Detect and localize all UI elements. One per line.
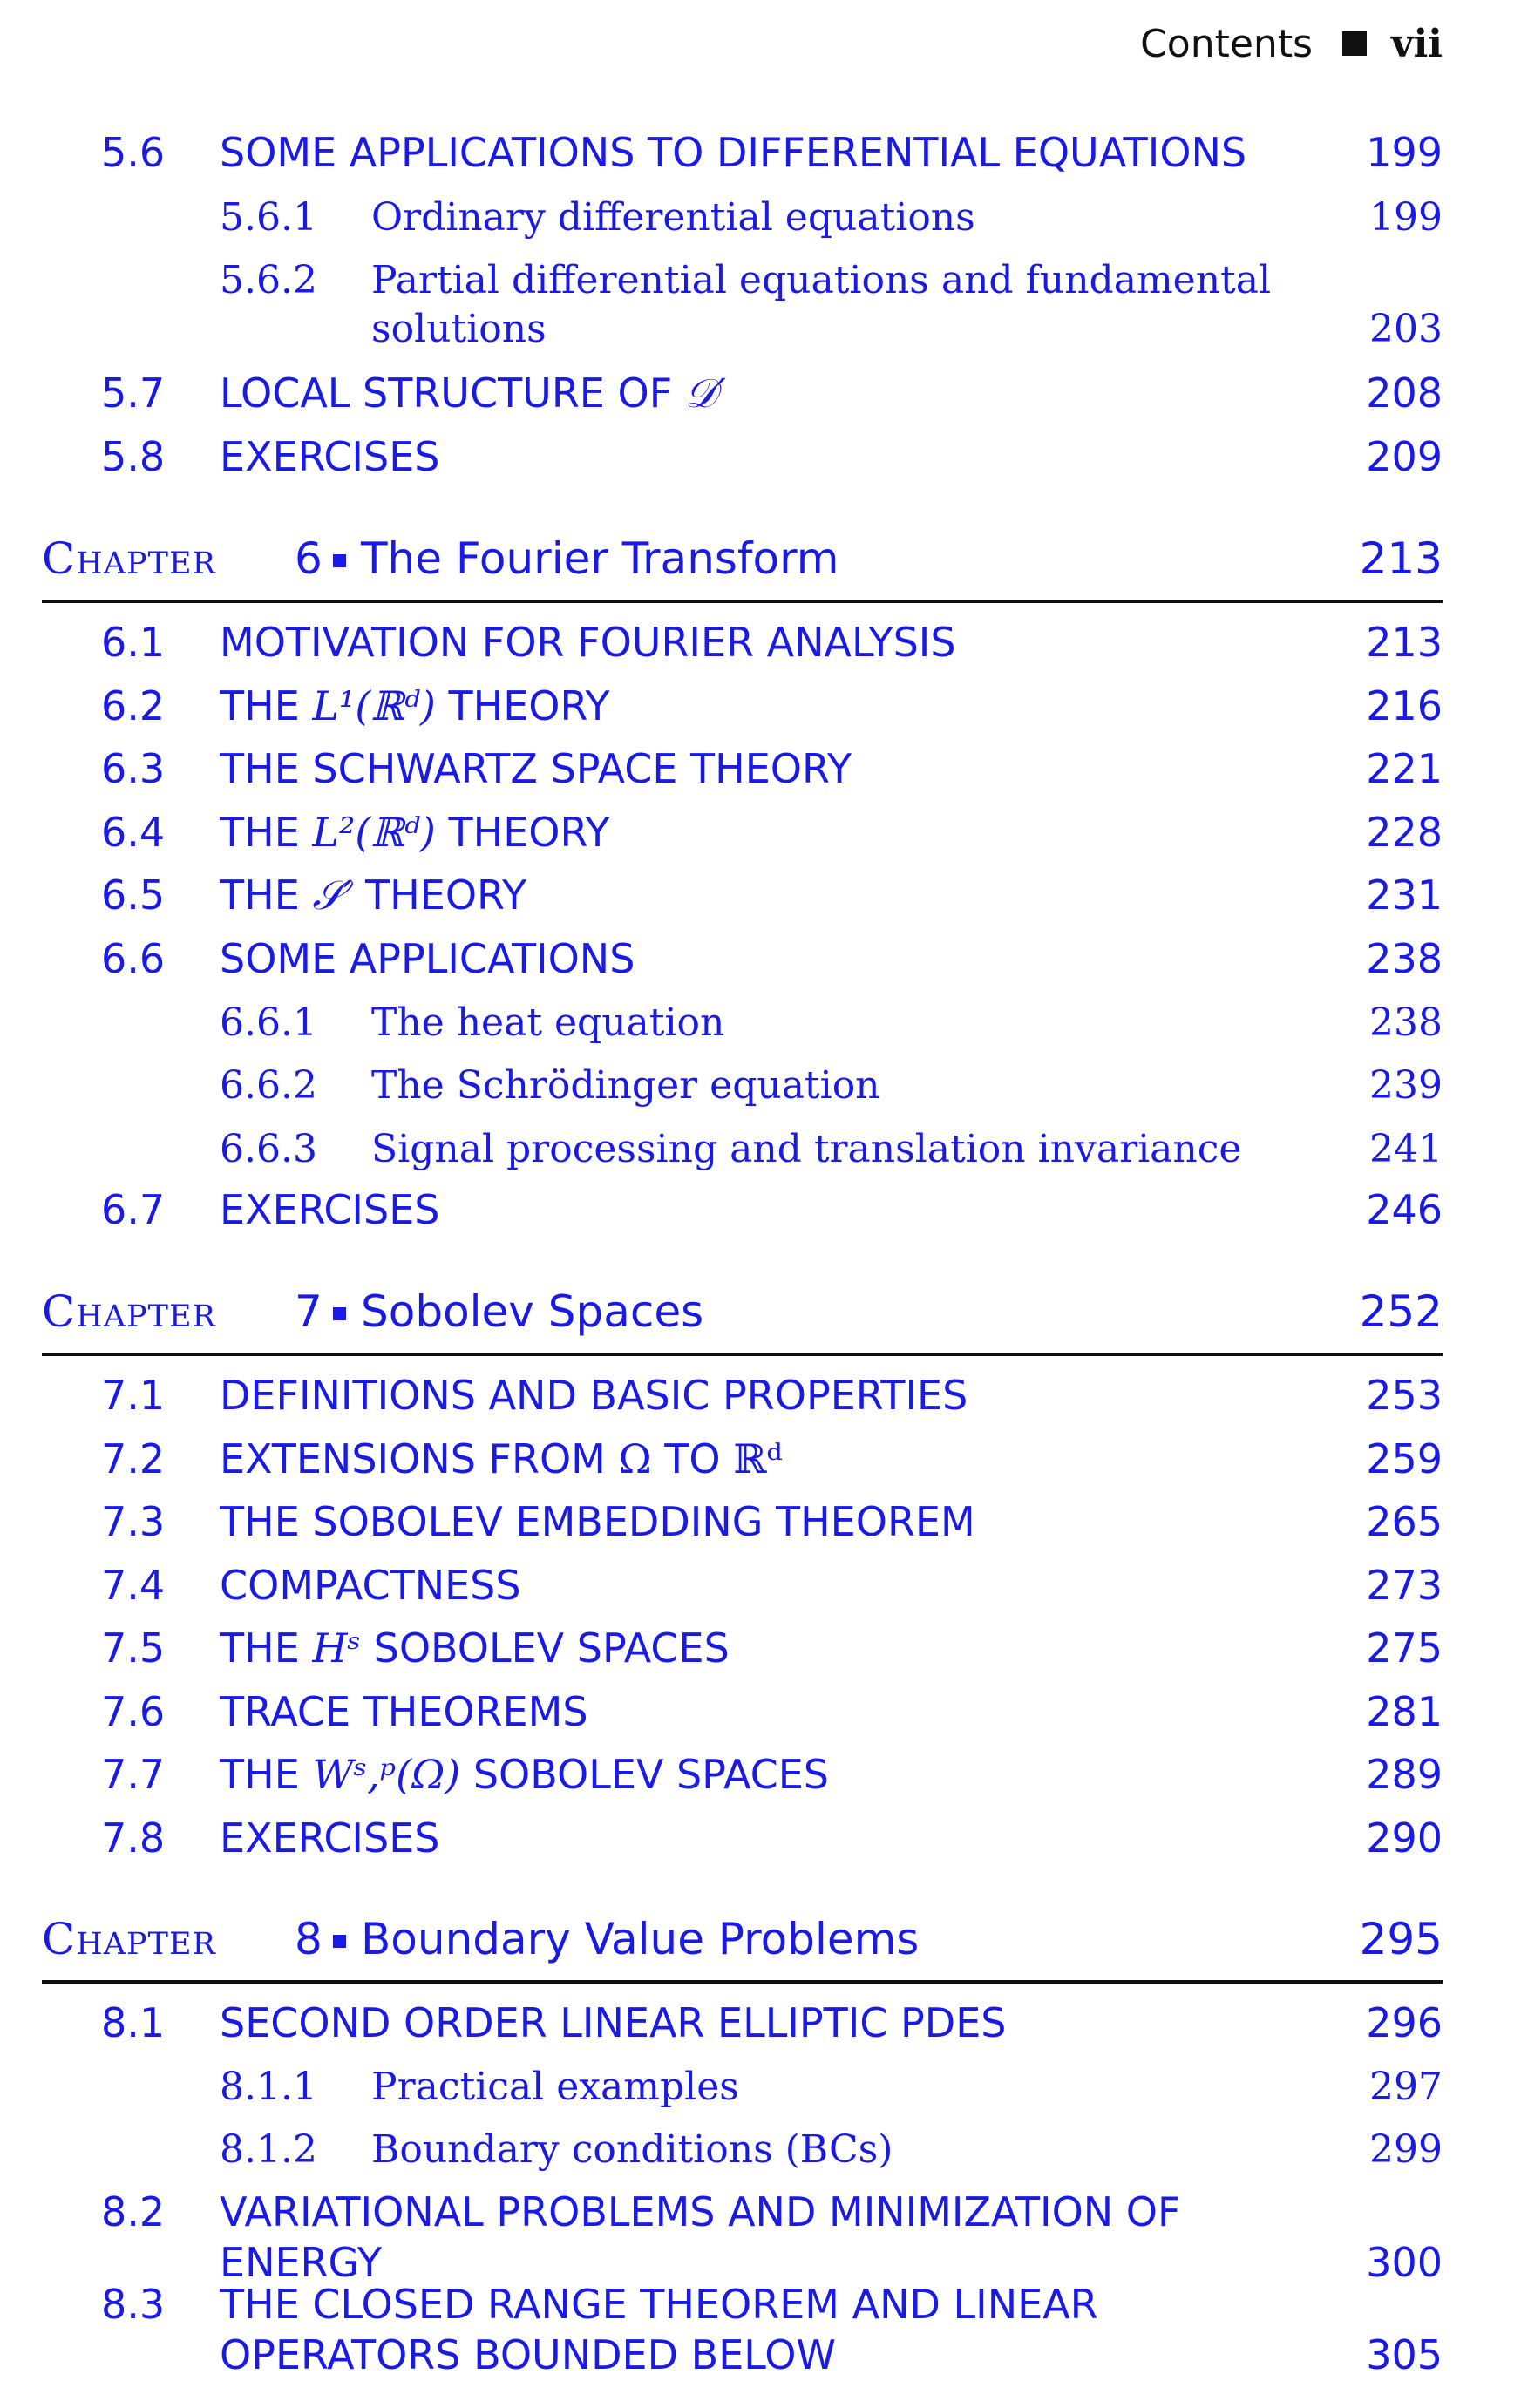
section-title: SECOND ORDER LINEAR ELLIPTIC PDES bbox=[220, 1999, 1007, 2046]
page-number: 295 bbox=[1359, 1914, 1443, 1964]
section-number: 6.7 bbox=[101, 1186, 166, 1233]
running-head-label: Contents bbox=[1140, 21, 1313, 66]
section-title bbox=[220, 1435, 783, 1482]
title-text: THE bbox=[220, 1625, 313, 1672]
page-number: 297 bbox=[1369, 2065, 1443, 2109]
section-number: 7.7 bbox=[101, 1751, 166, 1798]
page-number: 289 bbox=[1366, 1751, 1443, 1798]
section-title: EXERCISES bbox=[220, 1814, 440, 1862]
section-title: DEFINITIONS AND BASIC PROPERTIES bbox=[220, 1372, 968, 1419]
section-title-line2: OPERATORS BOUNDED BELOW bbox=[220, 2331, 836, 2378]
title-text: THE bbox=[220, 1751, 313, 1798]
math-expression: L²(ℝᵈ) bbox=[312, 809, 436, 856]
section-number: 8.1 bbox=[101, 1999, 166, 2046]
page-number: 238 bbox=[1369, 1001, 1443, 1045]
chapter-rule bbox=[42, 1980, 1443, 1984]
subsection-title: The Schrödinger equation bbox=[371, 1063, 880, 1108]
section-number: 6.1 bbox=[101, 619, 166, 666]
page-number: 231 bbox=[1366, 872, 1443, 919]
section-title: EXERCISES bbox=[220, 433, 440, 480]
math-expression: Ω bbox=[618, 1435, 652, 1482]
section-title: MOTIVATION FOR FOURIER ANALYSIS bbox=[220, 619, 956, 666]
title-text: THE bbox=[220, 872, 313, 919]
section-title: SOME APPLICATIONS TO DIFFERENTIAL EQUATIONS bbox=[220, 129, 1247, 176]
section-number: 7.2 bbox=[101, 1435, 166, 1482]
chapter-word: Chapter bbox=[42, 1286, 216, 1337]
section-title bbox=[220, 809, 610, 856]
section-number: 7.3 bbox=[101, 1498, 166, 1545]
subsection-number: 5.6.2 bbox=[220, 258, 317, 302]
running-head-square-icon bbox=[1342, 31, 1367, 56]
chapter-word: Chapter bbox=[42, 1914, 216, 1964]
chapter-bullet-icon bbox=[333, 1307, 346, 1320]
page-number: 228 bbox=[1366, 809, 1443, 856]
section-title bbox=[220, 370, 726, 418]
page-number: 290 bbox=[1366, 1814, 1443, 1862]
subsection-number: 5.6.1 bbox=[220, 195, 317, 240]
section-title: THE SOBOLEV EMBEDDING THEOREM bbox=[220, 1498, 975, 1545]
section-number: 6.3 bbox=[101, 745, 166, 792]
math-expression: 𝒮′ bbox=[312, 872, 353, 919]
title-text: THEORY bbox=[352, 872, 527, 919]
chapter-title: Boundary Value Problems bbox=[361, 1914, 920, 1964]
subsection-number: 6.6.3 bbox=[220, 1127, 317, 1171]
page-number: 199 bbox=[1369, 195, 1443, 240]
page-number: 208 bbox=[1366, 370, 1443, 417]
section-title-line1: VARIATIONAL PROBLEMS AND MINIMIZATION OF bbox=[220, 2188, 1181, 2235]
page-number: 281 bbox=[1366, 1688, 1443, 1735]
title-text: SOBOLEV SPACES bbox=[361, 1625, 730, 1672]
subsection-number: 8.1.1 bbox=[220, 2065, 317, 2109]
section-number: 6.2 bbox=[101, 682, 166, 729]
section-title: COMPACTNESS bbox=[220, 1562, 521, 1609]
section-number: 8.3 bbox=[101, 2281, 166, 2328]
page-number: 246 bbox=[1366, 1186, 1443, 1233]
page-number: 252 bbox=[1359, 1286, 1443, 1337]
section-number: 6.6 bbox=[101, 935, 166, 982]
page-number: 221 bbox=[1366, 745, 1443, 792]
subsection-title: Signal processing and translation invariance bbox=[371, 1127, 1242, 1171]
page-number: 209 bbox=[1366, 433, 1443, 480]
section-title-line2: ENERGY bbox=[220, 2239, 382, 2286]
subsection-title: Ordinary differential equations bbox=[371, 195, 975, 240]
section-number: 7.6 bbox=[101, 1688, 166, 1735]
title-text: TO bbox=[651, 1435, 734, 1482]
page-number: 238 bbox=[1366, 935, 1443, 982]
chapter-word: Chapter bbox=[42, 533, 216, 584]
section-title: TRACE THEOREMS bbox=[220, 1688, 588, 1735]
title-text: SOBOLEV SPACES bbox=[460, 1751, 830, 1798]
page-number: 213 bbox=[1359, 533, 1443, 584]
title-text: THEORY bbox=[435, 809, 610, 856]
chapter-rule bbox=[42, 600, 1443, 603]
section-title bbox=[220, 1625, 730, 1672]
subsection-title-line2: solutions bbox=[371, 307, 547, 351]
section-title: SOME APPLICATIONS bbox=[220, 935, 635, 982]
subsection-number: 6.6.2 bbox=[220, 1063, 317, 1108]
subsection-number: 8.1.2 bbox=[220, 2127, 317, 2172]
page-number: 299 bbox=[1369, 2127, 1443, 2172]
section-number: 5.7 bbox=[101, 370, 166, 417]
page-number: 213 bbox=[1366, 619, 1443, 666]
title-text: THEORY bbox=[435, 682, 610, 729]
section-number: 7.5 bbox=[101, 1625, 166, 1672]
section-title bbox=[220, 872, 526, 920]
section-title: THE SCHWARTZ SPACE THEORY bbox=[220, 745, 852, 792]
section-number: 6.4 bbox=[101, 809, 166, 856]
section-number: 8.2 bbox=[101, 2188, 166, 2235]
title-text: THE bbox=[220, 809, 313, 856]
page-number: 259 bbox=[1366, 1435, 1443, 1482]
page-number: 203 bbox=[1369, 307, 1443, 351]
chapter-bullet-icon bbox=[333, 554, 346, 567]
page-number: 296 bbox=[1366, 1999, 1443, 2046]
chapter-number: 6 bbox=[295, 533, 323, 584]
subsection-title: The heat equation bbox=[371, 1001, 725, 1045]
math-expression: L¹(ℝᵈ) bbox=[312, 682, 436, 729]
page-number: 273 bbox=[1366, 1562, 1443, 1609]
title-text: THE bbox=[220, 682, 313, 729]
chapter-rule bbox=[42, 1353, 1443, 1356]
page-number: 239 bbox=[1369, 1063, 1443, 1108]
math-expression: Hˢ bbox=[312, 1625, 361, 1672]
page-number: 265 bbox=[1366, 1498, 1443, 1545]
section-title: EXERCISES bbox=[220, 1186, 440, 1233]
page-number: 300 bbox=[1366, 2239, 1443, 2286]
section-title-line1: THE CLOSED RANGE THEOREM AND LINEAR bbox=[220, 2281, 1098, 2328]
math-expression: ℝᵈ bbox=[733, 1435, 783, 1482]
page-number: 241 bbox=[1369, 1127, 1443, 1171]
page-number: 216 bbox=[1366, 682, 1443, 729]
running-head bbox=[1140, 19, 1443, 68]
page-number: 199 bbox=[1366, 129, 1443, 176]
subsection-title-line1: Partial differential equations and fundamental bbox=[371, 258, 1272, 302]
page-number: 275 bbox=[1366, 1625, 1443, 1672]
page-number: 253 bbox=[1366, 1372, 1443, 1419]
chapter-bullet-icon bbox=[333, 1935, 346, 1948]
chapter-number: 7 bbox=[295, 1286, 323, 1337]
subsection-number: 6.6.1 bbox=[220, 1001, 317, 1045]
math-expression: Wˢ,ᵖ(Ω) bbox=[312, 1751, 461, 1798]
section-title bbox=[220, 682, 610, 729]
section-number: 5.8 bbox=[101, 433, 166, 480]
title-text: LOCAL STRUCTURE OF bbox=[220, 370, 685, 417]
section-number: 6.5 bbox=[101, 872, 166, 919]
title-text: EXTENSIONS FROM bbox=[220, 1435, 619, 1482]
chapter-number: 8 bbox=[295, 1914, 323, 1964]
running-head-page: vii bbox=[1391, 21, 1443, 66]
section-number: 5.6 bbox=[101, 129, 166, 176]
chapter-title: Sobolev Spaces bbox=[361, 1286, 704, 1337]
section-number: 7.4 bbox=[101, 1562, 166, 1609]
subsection-title: Boundary conditions (BCs) bbox=[371, 2127, 893, 2172]
section-number: 7.1 bbox=[101, 1372, 166, 1419]
subsection-title: Practical examples bbox=[371, 2065, 739, 2109]
math-expression: 𝒟′ bbox=[684, 370, 726, 417]
section-number: 7.8 bbox=[101, 1814, 166, 1862]
section-title bbox=[220, 1751, 829, 1798]
chapter-title: The Fourier Transform bbox=[361, 533, 839, 584]
page-number: 305 bbox=[1366, 2331, 1443, 2378]
